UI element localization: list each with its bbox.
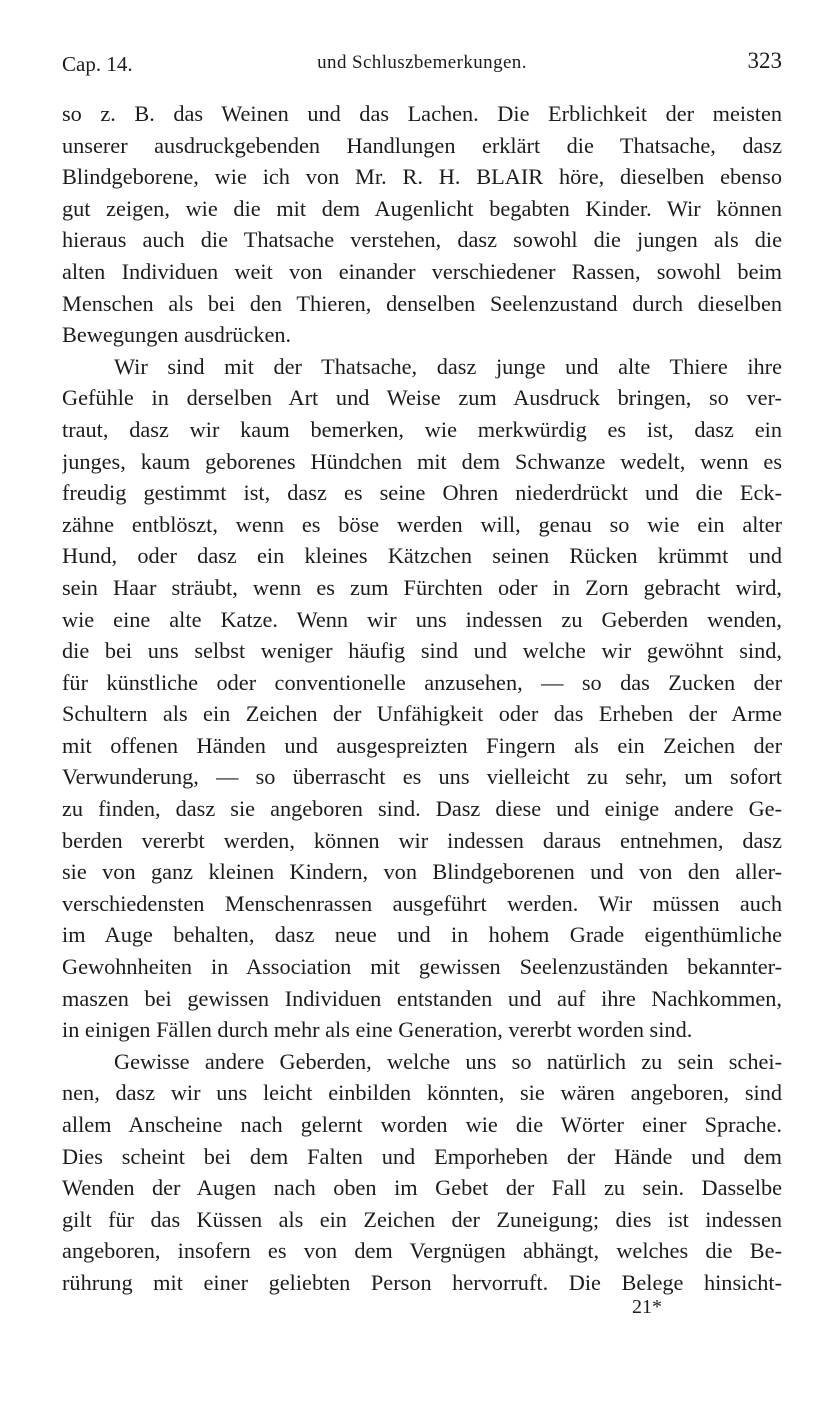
text-line: im Auge behalten, dasz neue und in hohem Grade eigenthümliche	[62, 922, 782, 948]
text-line: Dies scheint bei dem Falten und Emporheben der Hände und dem	[62, 1143, 782, 1169]
text-line: verschiedensten Menschenrassen ausgeführt werden. Wir müssen auch	[62, 890, 782, 916]
text-line: allem Anscheine nach gelernt worden wie die Wörter einer Sprache.	[62, 1112, 782, 1137]
text-line: berden vererbt werden, können wir indessen daraus entnehmen, dasz	[62, 827, 782, 853]
chapter-label: Cap. 14.	[62, 52, 133, 76]
text-line: angeboren, insofern es von dem Vergnügen abhängt, welches die Be-	[62, 1238, 782, 1264]
text-line: wie eine alte Katze. Wenn wir uns indessen zu Geberden wenden,	[62, 606, 782, 632]
text-line: hieraus auch die Thatsache verstehen, dasz sowohl die jungen als die	[62, 227, 782, 253]
text-line: für künstliche oder conventionelle anzusehen, — so das Zucken der	[62, 669, 782, 695]
text-line: so z. B. das Weinen und das Lachen. Die Erblichkeit der meisten	[62, 101, 782, 126]
text-line: gilt für das Küssen als ein Zeichen der Zuneigung; dies ist indessen	[62, 1206, 782, 1232]
paragraph	[62, 1046, 782, 1299]
text-line: Schultern als ein Zeichen der Unfähigkeit oder das Erheben der Arme	[62, 701, 782, 727]
text-line: Gefühle in derselben Art und Weise zum Ausdruck bringen, so ver-	[62, 385, 782, 411]
text-line: Wenden der Augen nach oben im Gebet der Fall zu sein. Dasselbe	[62, 1175, 782, 1201]
running-title: und Schluszbemerkungen.	[317, 52, 527, 73]
text-line: freudig gestimmt ist, dasz es seine Ohren niederdrückt und die Eck-	[62, 480, 782, 506]
text-line: unserer ausdruckgebenden Handlungen erklärt die Thatsache, dasz	[62, 132, 782, 158]
text-line: Gewohnheiten in Association mit gewissen Seelenzuständen bekannter-	[62, 954, 782, 980]
text-line: Bewegungen ausdrücken.	[62, 322, 292, 348]
page-number: 323	[747, 48, 782, 73]
text-line: Wir sind mit der Thatsache, dasz junge und alte Thiere ihre	[114, 353, 782, 379]
text-line: junges, kaum geborenes Hündchen mit dem Schwanze wedelt, wenn es	[62, 448, 782, 474]
running-header	[62, 48, 782, 82]
paragraph	[62, 98, 782, 351]
text-line: Blindgeborene, wie ich von Mr. R. H. BLAIR höre, dieselben ebenso	[62, 164, 782, 190]
text-line: in einigen Fällen durch mehr als eine Generation, vererbt worden sind.	[62, 1017, 693, 1043]
text-line: Verwunderung, — so überrascht es uns vielleicht zu sehr, um sofort	[62, 764, 782, 790]
text-line: nen, dasz wir uns leicht einbilden könnten, sie wären angeboren, sind	[62, 1080, 782, 1106]
text-line: Hund, oder dasz ein kleines Kätzchen seinen Rücken krümmt und	[62, 543, 782, 569]
text-line: maszen bei gewissen Individuen entstanden und auf ihre Nachkommen,	[62, 985, 782, 1011]
paragraph	[62, 351, 782, 1046]
text-line: sie von ganz kleinen Kindern, von Blindgeborenen und von den aller-	[62, 859, 782, 885]
text-line: traut, dasz wir kaum bemerken, wie merkwürdig es ist, dasz ein	[62, 416, 782, 442]
text-line: zähne entblöszt, wenn es böse werden will, genau so wie ein alter	[62, 511, 782, 537]
text-line: alten Individuen weit von einander verschiedener Rassen, sowohl beim	[62, 258, 782, 284]
text-line: Menschen als bei den Thieren, denselben Seelenzustand durch dieselben	[62, 290, 782, 316]
text-line: rührung mit einer geliebten Person hervorruft. Die Belege hinsicht-	[62, 1269, 782, 1295]
body-text	[62, 98, 782, 1299]
text-line: sein Haar sträubt, wenn es zum Fürchten oder in Zorn gebracht wird,	[62, 574, 782, 600]
text-line: zu finden, dasz sie angeboren sind. Dasz diese und einige andere Ge-	[62, 796, 782, 822]
text-line: gut zeigen, wie die mit dem Augenlicht begabten Kinder. Wir können	[62, 195, 782, 221]
text-line: die bei uns selbst weniger häufig sind und welche wir gewöhnt sind,	[62, 638, 782, 664]
text-line: mit offenen Händen und ausgespreizten Fingern als ein Zeichen der	[62, 732, 782, 758]
signature-mark: 21*	[632, 1296, 662, 1318]
text-line: Gewisse andere Geberden, welche uns so natürlich zu sein schei-	[114, 1048, 782, 1074]
